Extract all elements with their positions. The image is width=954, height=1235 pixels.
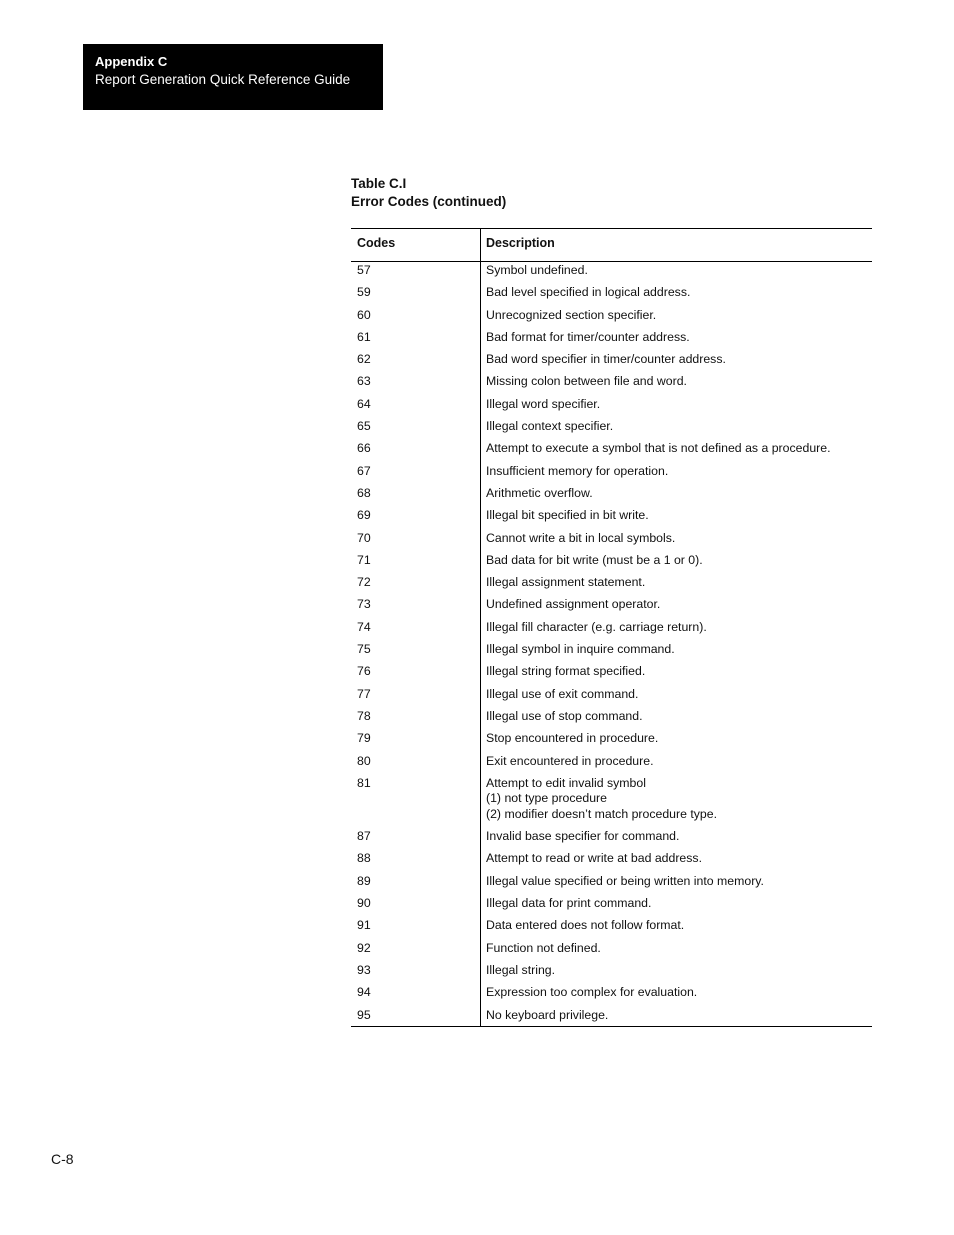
error-description bbox=[481, 871, 872, 893]
error-code: 69 bbox=[351, 505, 481, 527]
error-description bbox=[481, 416, 872, 438]
table-row bbox=[351, 893, 872, 915]
table-row bbox=[351, 751, 872, 773]
error-code: 87 bbox=[351, 826, 481, 848]
table-title: Error Codes (continued) bbox=[351, 194, 507, 209]
error-code: 74 bbox=[351, 617, 481, 639]
description-line: Expression too complex for evaluation. bbox=[486, 985, 698, 1000]
table-row bbox=[351, 594, 872, 616]
description-line: Illegal value specified or being written into memory. bbox=[486, 873, 764, 888]
error-description bbox=[481, 848, 872, 870]
error-description bbox=[481, 394, 872, 416]
error-code: 64 bbox=[351, 394, 481, 416]
error-code: 78 bbox=[351, 706, 481, 728]
description-line: Symbol undefined. bbox=[486, 263, 588, 277]
error-code: 90 bbox=[351, 893, 481, 915]
guide-title: Report Generation Quick Reference Guide bbox=[95, 72, 351, 87]
error-description bbox=[481, 728, 872, 750]
description-line: Attempt to edit invalid symbol bbox=[486, 775, 646, 790]
table-row bbox=[351, 349, 872, 371]
description-line: Exit encountered in procedure. bbox=[486, 753, 654, 768]
error-code: 92 bbox=[351, 938, 481, 960]
error-code: 68 bbox=[351, 483, 481, 505]
error-description bbox=[481, 773, 872, 826]
table-row bbox=[351, 528, 872, 550]
error-code: 62 bbox=[351, 349, 481, 371]
error-code: 81 bbox=[351, 773, 481, 826]
error-description bbox=[481, 706, 872, 728]
table-row bbox=[351, 982, 872, 1004]
error-code: 72 bbox=[351, 572, 481, 594]
table-number: Table C.I bbox=[351, 176, 407, 191]
table-row bbox=[351, 461, 872, 483]
error-code: 73 bbox=[351, 594, 481, 616]
error-description bbox=[481, 751, 872, 773]
error-code: 93 bbox=[351, 960, 481, 982]
description-line: Insufficient memory for operation. bbox=[486, 463, 669, 478]
error-description bbox=[481, 826, 872, 848]
description-line: Bad format for timer/counter address. bbox=[486, 329, 690, 344]
error-code: 59 bbox=[351, 282, 481, 304]
description-line: Bad level specified in logical address. bbox=[486, 285, 691, 300]
table-row bbox=[351, 661, 872, 683]
description-line: Illegal word specifier. bbox=[486, 396, 601, 411]
error-code: 80 bbox=[351, 751, 481, 773]
description-line: Illegal data for print command. bbox=[486, 896, 652, 911]
description-line: Illegal fill character (e.g. carriage return). bbox=[486, 619, 707, 634]
table-row bbox=[351, 938, 872, 960]
description-line: Missing colon between file and word. bbox=[486, 374, 687, 389]
error-code: 79 bbox=[351, 728, 481, 750]
table-row bbox=[351, 960, 872, 982]
error-codes-table bbox=[351, 228, 872, 1027]
appendix-label: Appendix C bbox=[95, 54, 168, 69]
column-header-codes: Codes bbox=[351, 229, 481, 261]
error-code: 60 bbox=[351, 305, 481, 327]
description-line: (1) not type procedure bbox=[486, 791, 607, 806]
table-row bbox=[351, 572, 872, 594]
table-body bbox=[351, 262, 872, 1027]
error-description bbox=[481, 349, 872, 371]
error-description bbox=[481, 572, 872, 594]
table-row bbox=[351, 848, 872, 870]
table-row bbox=[351, 327, 872, 349]
error-description bbox=[481, 639, 872, 661]
error-description bbox=[481, 305, 872, 327]
description-line: Illegal symbol in inquire command. bbox=[486, 642, 675, 657]
description-line: Bad data for bit write (must be a 1 or 0). bbox=[486, 552, 703, 567]
error-description bbox=[481, 938, 872, 960]
description-line: Illegal assignment statement. bbox=[486, 575, 646, 590]
table-row bbox=[351, 684, 872, 706]
error-description bbox=[481, 483, 872, 505]
description-line: Invalid base specifier for command. bbox=[486, 829, 680, 844]
column-header-description: Description bbox=[486, 236, 555, 250]
error-description bbox=[481, 594, 872, 616]
description-line: Illegal bit specified in bit write. bbox=[486, 508, 649, 523]
table-row bbox=[351, 871, 872, 893]
error-code: 71 bbox=[351, 550, 481, 572]
table-row bbox=[351, 826, 872, 848]
description-line: Attempt to read or write at bad address. bbox=[486, 851, 702, 866]
error-description bbox=[481, 327, 872, 349]
description-line: Illegal string. bbox=[486, 962, 556, 977]
error-description bbox=[481, 461, 872, 483]
description-line: Data entered does not follow format. bbox=[486, 918, 685, 933]
error-code: 94 bbox=[351, 982, 481, 1004]
error-description bbox=[481, 282, 872, 304]
error-description bbox=[481, 893, 872, 915]
error-description bbox=[481, 1005, 872, 1027]
table-row bbox=[351, 438, 872, 460]
description-line: Bad word specifier in timer/counter address. bbox=[486, 352, 726, 367]
description-line: (2) modifier doesn’t match procedure type. bbox=[486, 806, 718, 821]
error-description bbox=[481, 684, 872, 706]
error-code: 61 bbox=[351, 327, 481, 349]
table-row bbox=[351, 915, 872, 937]
error-description bbox=[481, 262, 872, 282]
chapter-header bbox=[83, 44, 383, 110]
error-description bbox=[481, 982, 872, 1004]
error-code: 65 bbox=[351, 416, 481, 438]
description-line: Illegal use of exit command. bbox=[486, 686, 639, 701]
table-row bbox=[351, 550, 872, 572]
description-line: Function not defined. bbox=[486, 940, 601, 955]
error-description bbox=[481, 505, 872, 527]
table-header-row bbox=[351, 229, 872, 262]
error-code: 57 bbox=[351, 262, 481, 282]
error-description bbox=[481, 438, 872, 460]
table-row bbox=[351, 282, 872, 304]
error-description bbox=[481, 371, 872, 393]
error-description bbox=[481, 960, 872, 982]
error-code: 88 bbox=[351, 848, 481, 870]
error-description bbox=[481, 550, 872, 572]
error-code: 67 bbox=[351, 461, 481, 483]
error-code: 63 bbox=[351, 371, 481, 393]
description-line: Illegal use of stop command. bbox=[486, 708, 643, 723]
error-code: 91 bbox=[351, 915, 481, 937]
error-code: 95 bbox=[351, 1005, 481, 1027]
table-row bbox=[351, 639, 872, 661]
error-description bbox=[481, 915, 872, 937]
description-line: Cannot write a bit in local symbols. bbox=[486, 530, 676, 545]
description-line: No keyboard privilege. bbox=[486, 1007, 609, 1022]
table-row bbox=[351, 773, 872, 826]
table-row bbox=[351, 416, 872, 438]
error-code: 76 bbox=[351, 661, 481, 683]
description-line: Arithmetic overflow. bbox=[486, 485, 593, 500]
description-line: Stop encountered in procedure. bbox=[486, 731, 659, 746]
table-row bbox=[351, 706, 872, 728]
description-line: Undefined assignment operator. bbox=[486, 597, 661, 612]
table-row bbox=[351, 394, 872, 416]
table-row bbox=[351, 305, 872, 327]
table-row bbox=[351, 262, 872, 282]
table-row bbox=[351, 483, 872, 505]
table-row bbox=[351, 617, 872, 639]
table-row bbox=[351, 728, 872, 750]
table-caption bbox=[351, 175, 506, 211]
table-row bbox=[351, 505, 872, 527]
error-code: 75 bbox=[351, 639, 481, 661]
table-row bbox=[351, 1005, 872, 1027]
error-code: 77 bbox=[351, 684, 481, 706]
description-line: Unrecognized section specifier. bbox=[486, 307, 657, 322]
error-code: 89 bbox=[351, 871, 481, 893]
error-code: 70 bbox=[351, 528, 481, 550]
error-description bbox=[481, 528, 872, 550]
table-row bbox=[351, 371, 872, 393]
error-code: 66 bbox=[351, 438, 481, 460]
description-line: Illegal string format specified. bbox=[486, 664, 646, 679]
page-number: C-8 bbox=[51, 1151, 74, 1167]
description-line: Illegal context specifier. bbox=[486, 419, 614, 434]
error-description bbox=[481, 617, 872, 639]
error-description bbox=[481, 661, 872, 683]
description-line: Attempt to execute a symbol that is not defined as a procedure. bbox=[486, 441, 831, 456]
